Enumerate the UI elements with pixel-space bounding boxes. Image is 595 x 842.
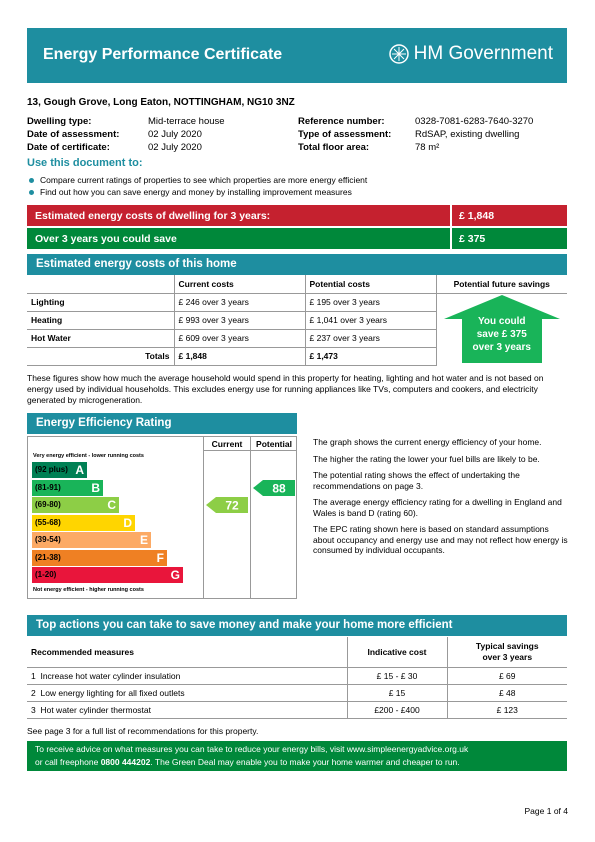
info-value: RdSAP, existing dwelling	[415, 129, 520, 140]
band-e	[32, 532, 151, 548]
col-savings-line1: Typical savings	[475, 640, 539, 651]
costs-note: These figures show how much the average household would spend in this property for heating, lighting and hot water and is not based on energy used by individual households. This excludes energy use for running appliances like TVs, computers and cookers, and electricity generated by microgeneration.	[27, 373, 544, 405]
band-letter: C	[107, 498, 116, 512]
estimated-costs-value: £ 1,848	[450, 205, 567, 226]
measure-cell	[27, 701, 347, 718]
band-g	[32, 567, 183, 583]
table-row	[27, 701, 567, 718]
info-key: Total floor area:	[298, 142, 370, 153]
info-key: Reference number:	[298, 116, 385, 127]
totals-current: £ 1,848	[174, 347, 305, 365]
band-c	[32, 497, 119, 513]
freephone-number: 0800 444202	[100, 757, 151, 767]
measure-cell	[27, 667, 347, 684]
page-title: Energy Performance Certificate	[43, 46, 283, 63]
efficiency-section-heading: Energy Efficiency Rating	[27, 413, 297, 434]
band-a	[32, 462, 87, 478]
info-row	[27, 128, 225, 141]
measure-cost: £ 15 - £ 30	[347, 667, 447, 684]
row-potential: £ 1,041 over 3 years	[305, 311, 436, 329]
actions-section-heading: Top actions you can take to save money and make your home more efficient	[27, 615, 567, 636]
costs-section-heading: Estimated energy costs of this home	[27, 254, 567, 275]
measure-cost: £ 15	[347, 684, 447, 701]
col-savings-line2: over 3 years	[482, 651, 533, 662]
current-rating-marker	[206, 497, 248, 513]
page-number: Page 1 of 4	[524, 806, 568, 816]
list-item	[29, 174, 367, 186]
current-rating-marker-value: 72	[225, 498, 239, 513]
use-bullets	[29, 174, 367, 198]
property-address: 13, Gough Grove, Long Eaton, NOTTINGHAM, NG10 3NZ	[27, 97, 295, 108]
arrow-text-1: You could	[477, 316, 526, 328]
row-current: £ 609 over 3 years	[174, 329, 305, 347]
info-row	[298, 115, 533, 128]
bottom-efficiency-label: Not energy efficient - higher running costs	[33, 587, 144, 593]
list-item	[29, 186, 367, 198]
measure-number: 2	[31, 687, 36, 698]
col-typical-savings	[447, 637, 567, 667]
actions-table	[27, 637, 567, 719]
crest-icon	[388, 43, 410, 65]
top-efficiency-label: Very energy efficient - lower running costs	[33, 453, 144, 459]
savings-label: Over 3 years you could save	[35, 233, 177, 245]
efficiency-text	[313, 437, 571, 556]
advice-footer	[27, 741, 567, 771]
totals-label: Totals	[27, 347, 174, 365]
info-value: 0328-7081-6283-7640-3270	[415, 116, 534, 127]
col-future-savings: Potential future savings	[436, 275, 567, 293]
measure-saving: £ 48	[447, 684, 567, 701]
info-row	[298, 128, 533, 141]
row-label: Heating	[27, 311, 174, 329]
costs-table	[27, 275, 567, 366]
info-row	[27, 141, 225, 154]
hm-government-logo	[388, 43, 553, 65]
bullet-icon	[29, 190, 34, 195]
info-row	[298, 141, 533, 154]
info-right	[298, 115, 533, 154]
header-blank	[27, 275, 174, 293]
band-letter: D	[123, 515, 132, 530]
row-potential: £ 237 over 3 years	[305, 329, 436, 347]
row-label: Lighting	[27, 293, 174, 311]
info-key: Date of assessment:	[27, 129, 120, 140]
band-range: (39-54)	[35, 535, 61, 544]
bullet-icon	[29, 178, 34, 183]
band-letter: G	[170, 568, 180, 582]
arrow-text-3: over 3 years	[472, 342, 531, 354]
footer-line1: To receive advice on what measures you can take to reduce your energy bills, visit www.simpleenergyadvice.org.uk	[35, 744, 469, 754]
savings-value: £ 375	[450, 228, 567, 249]
band-letter: F	[156, 550, 164, 565]
efficiency-paragraph: The potential rating shows the effect of undertaking the recommendations on page 3.	[313, 470, 520, 491]
savings-arrow	[444, 295, 560, 363]
footer-line2	[35, 756, 559, 769]
band-d	[32, 515, 135, 531]
info-key: Date of certificate:	[27, 142, 110, 153]
col-measures: Recommended measures	[27, 637, 347, 667]
totals-potential: £ 1,473	[305, 347, 436, 365]
measure-name: Hot water cylinder thermostat	[40, 704, 152, 715]
efficiency-chart	[27, 436, 297, 599]
band-f	[32, 550, 167, 566]
arrow-text-2: save £ 375	[476, 329, 527, 341]
estimated-costs-bar	[27, 205, 567, 226]
chart-col-current: Current	[211, 439, 243, 449]
col-indicative-cost: Indicative cost	[347, 637, 447, 667]
band-range: (55-68)	[35, 517, 61, 527]
col-potential-costs: Potential costs	[305, 275, 436, 293]
certificate-header	[27, 28, 567, 83]
info-key: Dwelling type:	[27, 116, 92, 127]
potential-rating-marker	[253, 480, 295, 496]
measure-number: 1	[31, 670, 36, 681]
band-b	[32, 480, 103, 496]
bullet-text: Compare current ratings of properties to see which properties are more energy efficient	[40, 175, 368, 185]
measure-name: Low energy lighting for all fixed outlets	[40, 687, 185, 698]
info-left	[27, 115, 225, 154]
potential-rating-marker-value: 88	[272, 481, 286, 495]
table-header-row	[27, 637, 567, 667]
gov-name: HM Government	[413, 43, 553, 64]
savings-arrow-cell	[436, 293, 567, 365]
measure-name: Increase hot water cylinder insulation	[40, 670, 181, 681]
row-label: Hot Water	[27, 329, 174, 347]
info-key: Type of assessment:	[298, 129, 392, 140]
efficiency-paragraph: The graph shows the current energy efficiency of your home.	[313, 437, 542, 447]
band-range: (92 plus)	[35, 465, 68, 474]
col-current-costs: Current costs	[174, 275, 305, 293]
table-row	[27, 293, 567, 311]
band-range: (81-91)	[35, 482, 61, 492]
measure-number: 3	[31, 704, 36, 715]
use-heading: Use this document to:	[27, 157, 143, 169]
measure-saving: £ 69	[447, 667, 567, 684]
row-current: £ 993 over 3 years	[174, 311, 305, 329]
efficiency-paragraph: The EPC rating shown here is based on standard assumptions about occupancy and energy use and may not reflect how energy is consumed by individual occupants.	[313, 524, 568, 555]
band-range: (69-80)	[35, 500, 61, 509]
measure-saving: £ 123	[447, 701, 567, 718]
band-letter: E	[139, 533, 148, 547]
actions-note: See page 3 for a full list of recommendations for this property.	[27, 726, 259, 736]
info-value: 02 July 2020	[148, 142, 202, 153]
efficiency-paragraph: The higher the rating the lower your fuel bills are likely to be.	[313, 453, 540, 464]
efficiency-paragraph: The average energy efficiency rating for a dwelling in England and Wales is band D (rating 60).	[313, 497, 562, 518]
table-header-row	[27, 275, 567, 293]
info-value: Mid-terrace house	[148, 116, 225, 127]
measure-cost: £200 - £400	[347, 701, 447, 718]
savings-bar	[27, 228, 567, 249]
measure-cell	[27, 684, 347, 701]
info-value: 78 m²	[415, 142, 440, 153]
table-row	[27, 667, 567, 684]
bullet-text: Find out how you can save energy and money by installing improvement measures	[40, 187, 352, 197]
estimated-costs-label: Estimated energy costs of dwelling for 3 years:	[35, 210, 271, 222]
footer-text: or call freephone	[35, 757, 101, 767]
band-range: (1-20)	[35, 570, 57, 579]
band-letter: B	[91, 480, 100, 495]
table-row	[27, 684, 567, 701]
band-letter: A	[75, 463, 84, 477]
row-potential: £ 195 over 3 years	[305, 293, 436, 311]
info-row	[27, 115, 225, 128]
footer-text: . The Green Deal may enable you to make your home warmer and cheaper to run.	[150, 757, 460, 767]
info-value: 02 July 2020	[148, 129, 202, 140]
chart-col-potential: Potential	[256, 439, 292, 449]
row-current: £ 246 over 3 years	[174, 293, 305, 311]
band-range: (21-38)	[35, 552, 61, 562]
